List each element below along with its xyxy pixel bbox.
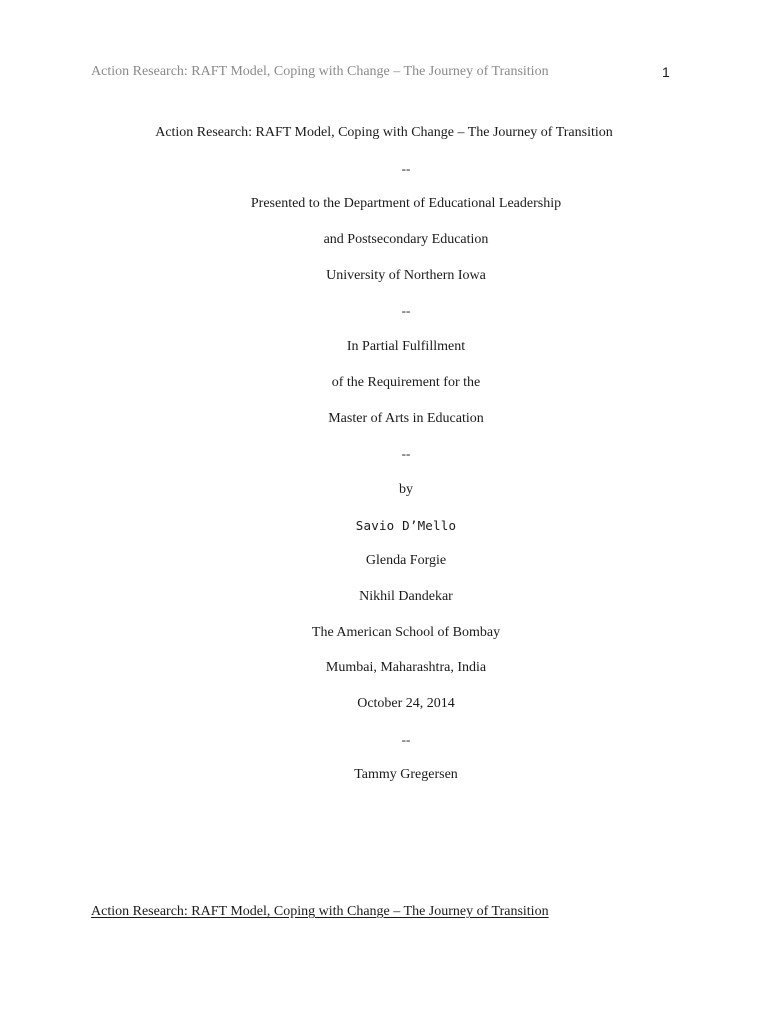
running-head: Action Research: RAFT Model, Coping with Change – The Journey of Transition	[91, 64, 549, 79]
presented-to-line-2: and Postsecondary Education	[323, 232, 489, 248]
submission-date: October 24, 2014	[357, 696, 455, 711]
fulfillment-line-2: of the Requirement for the	[331, 374, 481, 390]
degree-name: Master of Arts in Education	[328, 410, 484, 426]
instructor-name: Tammy Gregersen	[354, 767, 458, 783]
page-number: 1	[662, 64, 670, 80]
separator: --	[401, 160, 411, 176]
author-name: Glenda Forgie	[365, 553, 447, 569]
document-title: Action Research: RAFT Model, Coping with Change – The Journey of Transition	[155, 125, 613, 140]
by-line: by	[399, 481, 413, 497]
author-name: Savio D’Mello	[355, 517, 457, 533]
school-name: The American School of Bombay	[311, 624, 501, 640]
separator: --	[401, 731, 411, 747]
title-page-block	[0, 124, 768, 802]
separator: --	[401, 303, 411, 319]
separator: --	[401, 446, 411, 462]
school-location: Mumbai, Maharashtra, India	[325, 660, 487, 676]
presented-to-line-1: Presented to the Department of Educational Leadership	[250, 196, 562, 212]
fulfillment-line-1: In Partial Fulfillment	[346, 339, 466, 355]
section-heading: Action Research: RAFT Model, Coping with Change – The Journey of Transition	[91, 904, 549, 919]
author-name: Nikhil Dandekar	[359, 588, 453, 604]
university-name: University of Northern Iowa	[326, 267, 486, 283]
